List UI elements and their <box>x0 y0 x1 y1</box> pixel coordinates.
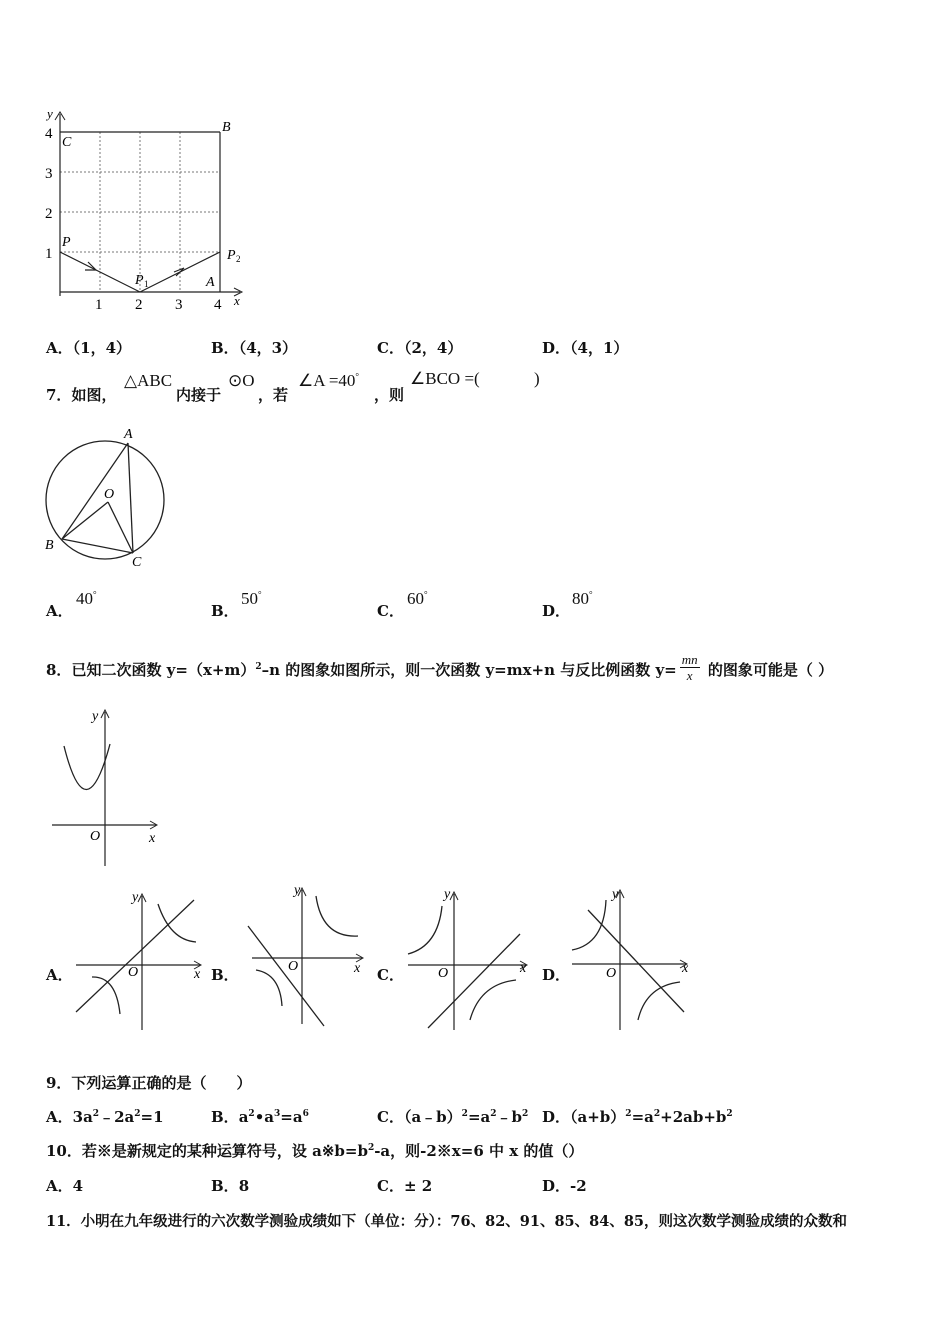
line-graph <box>248 926 324 1026</box>
q10-option-a[interactable]: A．4 <box>46 1177 84 1195</box>
line-graph <box>76 900 194 1012</box>
point-b-label: B <box>45 538 54 553</box>
hyperbola-branch <box>470 980 516 1020</box>
q9-option-c[interactable]: C．$(a﹣b)^2=a^2﹣b^2$ <box>377 1108 529 1126</box>
q7-stem: 7．如图， <box>46 386 117 404</box>
q7-option-a-value: 40° <box>76 589 97 608</box>
line-graph <box>428 934 520 1028</box>
q6-option-b[interactable]: B．（4，3） <box>211 339 298 357</box>
hyperbola-branch <box>572 900 606 950</box>
point-c-label: C <box>132 555 142 570</box>
point-label-c: C <box>62 135 72 150</box>
y-axis-label: y <box>612 887 619 902</box>
y-tick: 1 <box>45 246 53 262</box>
q8-option-d[interactable]: D． <box>542 966 571 984</box>
q6-option-a[interactable]: A．（1，4） <box>46 339 132 357</box>
q10-option-c[interactable]: C．± 2 <box>377 1177 433 1195</box>
point-label-p1: P <box>135 273 144 288</box>
q7-triangle: △ABC <box>124 371 173 390</box>
q9-option-a[interactable]: A．$3a^2﹣2a^2=1$ <box>46 1108 164 1126</box>
x-tick: 3 <box>175 297 183 313</box>
q8-option-b[interactable]: B． <box>211 966 239 984</box>
q8-option-a[interactable]: A． <box>46 966 73 984</box>
triangle-abc <box>62 443 133 553</box>
origin-label: O <box>606 966 617 981</box>
point-label-p1-sub: 1 <box>144 279 149 289</box>
q9-option-b[interactable]: B．$a^2•a^3=a^6$ <box>211 1108 309 1126</box>
q8-parabola-figure <box>46 704 170 868</box>
q8-stem: 8．已知二次函数 $y=(x+m)^2-n$ 的图象如图所示，则一次函数 y=mx+n 与反比例函数 y= $\frac{mn}{x}$ 的图象可能是（ ） <box>46 651 834 683</box>
x-axis-label: x <box>194 967 201 982</box>
x-axis-label: x <box>149 831 156 846</box>
q8-option-c-graph <box>398 884 536 1032</box>
q8-fraction: $\frac{mn}{x}$ <box>681 651 698 683</box>
q11-stem: 11．小明在九年级进行的六次数学测验成绩如下（单位：分）：76、82、91、85、84、85，则这次数学测验成绩的众数和 <box>46 1213 847 1230</box>
line-graph <box>588 910 684 1012</box>
q7-stem-2: 内接于 <box>176 386 222 404</box>
q7-option-c[interactable]: C． <box>377 602 404 620</box>
origin-label: O <box>438 966 449 981</box>
point-label-p2: P <box>227 248 236 263</box>
y-axis-label: y <box>132 890 139 905</box>
q7-option-b[interactable]: B． <box>211 602 239 620</box>
q7-stem-3: ，若 <box>258 386 289 404</box>
x-tick: 2 <box>135 297 143 313</box>
origin-label: O <box>90 829 101 844</box>
point-a-label: A <box>124 427 133 442</box>
q7-stem-4: ，则 <box>374 386 405 404</box>
q7-option-b-value: 50° <box>241 589 262 608</box>
x-axis-label: x <box>682 961 689 976</box>
point-label-p2-sub: 2 <box>236 254 241 264</box>
origin-label: O <box>128 965 139 980</box>
hyperbola-branch <box>408 906 442 954</box>
y-axis-label: y <box>294 883 301 898</box>
q9-option-d[interactable]: D．$(a+b)^2=a^2+2ab+b^2$ <box>542 1108 733 1126</box>
q7-angle-a: ∠A =40° <box>298 371 360 390</box>
parabola-curve <box>64 744 110 790</box>
x-tick: 4 <box>214 297 222 313</box>
x-axis-label: x <box>354 961 361 976</box>
y-tick: 2 <box>45 206 53 222</box>
q6-option-d[interactable]: D．（4，1） <box>542 339 629 357</box>
point-o-label: O <box>104 487 115 502</box>
q7-blank-close: ) <box>534 369 540 388</box>
q7-option-c-value: 60° <box>407 589 428 608</box>
point-label-p: P <box>62 235 71 250</box>
q10-option-d[interactable]: D．-2 <box>542 1177 587 1195</box>
q8-option-d-graph <box>566 882 700 1032</box>
q8-option-a-graph <box>64 884 206 1032</box>
q7-option-a[interactable]: A． <box>46 602 73 620</box>
hyperbola-branch <box>158 904 196 942</box>
q7-angle-bco: ∠BCO =( <box>410 369 480 388</box>
y-axis-label: y <box>444 887 451 902</box>
x-axis-label: x <box>234 293 240 308</box>
q8-option-c[interactable]: C． <box>377 966 404 984</box>
q7-circle: ⊙O <box>228 371 255 390</box>
x-axis-label: x <box>520 961 527 976</box>
origin-label: O <box>288 959 299 974</box>
q6-option-c[interactable]: C．（2，4） <box>377 339 463 357</box>
y-tick: 4 <box>45 126 53 142</box>
hyperbola-branch <box>256 970 282 1006</box>
point-label-b: B <box>222 120 231 135</box>
y-tick: 3 <box>45 166 53 182</box>
q7-option-d[interactable]: D． <box>542 602 571 620</box>
y-axis-label: y <box>92 709 99 724</box>
x-tick: 1 <box>95 297 103 313</box>
q6-grid-figure <box>38 100 258 316</box>
y-axis-label: y <box>47 106 53 121</box>
q9-stem: 9．下列运算正确的是（ ） <box>46 1074 252 1092</box>
q8-option-b-graph <box>236 878 370 1030</box>
hyperbola-branch <box>92 977 120 1014</box>
q10-stem: 10．若※是新规定的某种运算符号，设 $a※b=b^2-a$，则-2※x=6 中 x 的值（） <box>46 1142 584 1160</box>
point-label-a: A <box>206 275 215 290</box>
q7-option-d-value: 80° <box>572 589 593 608</box>
grid-lines <box>60 132 220 292</box>
hyperbola-branch <box>316 896 358 936</box>
q7-circle-figure <box>38 424 178 570</box>
q10-option-b[interactable]: B．8 <box>211 1177 250 1195</box>
